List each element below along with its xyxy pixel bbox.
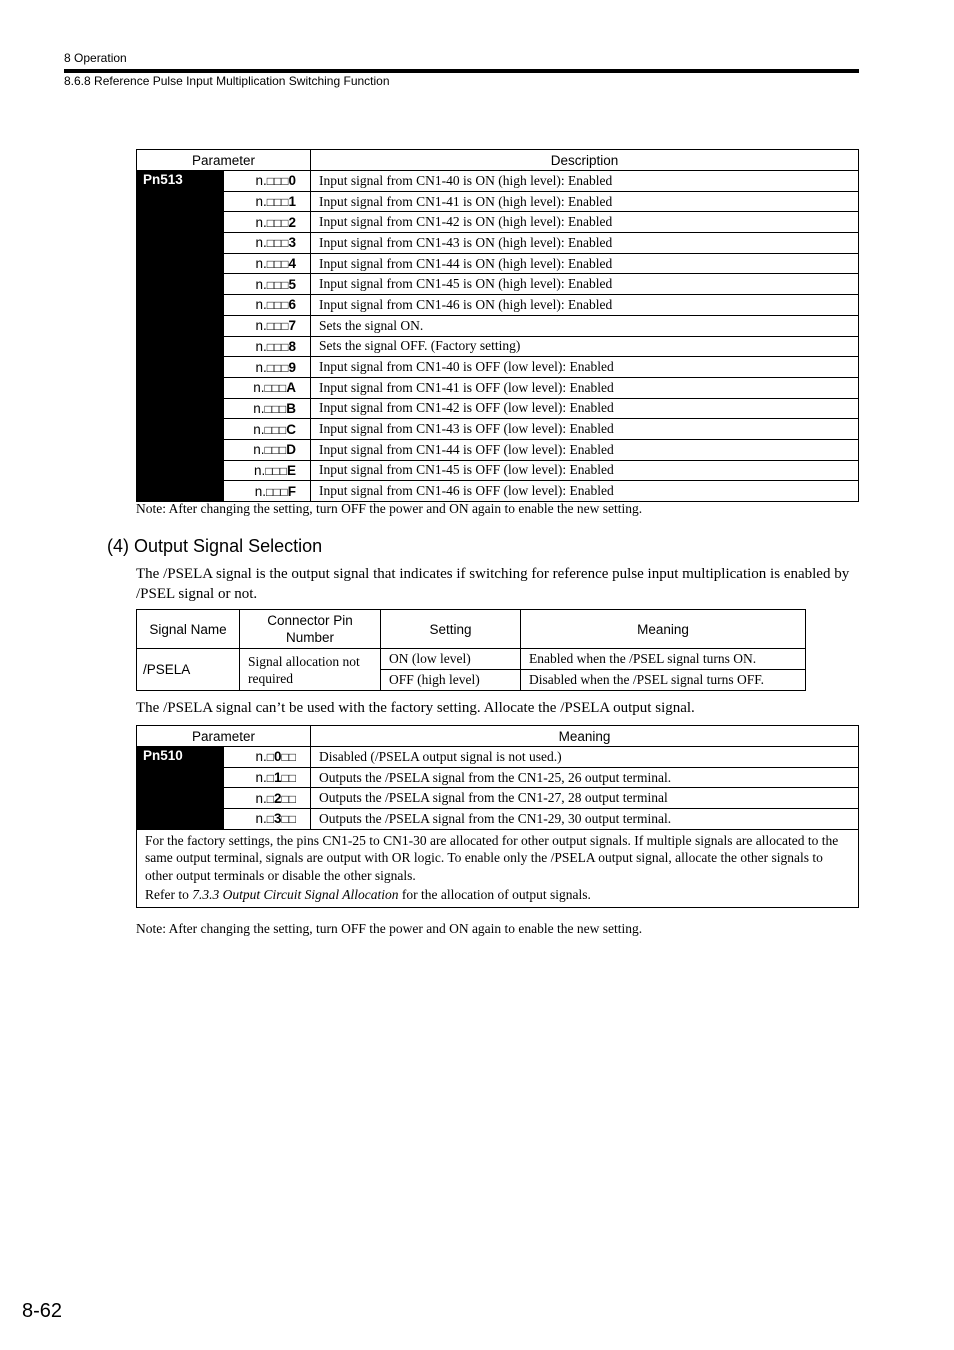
header-parameter: Parameter xyxy=(137,726,311,747)
header-setting: Setting xyxy=(381,610,521,649)
table-row xyxy=(137,439,859,460)
meaning-cell: Outputs the /PSELA signal from the CN1-25, 26 output terminal. xyxy=(311,767,859,788)
description-cell: Input signal from CN1-44 is OFF (low level): Enabled xyxy=(311,439,859,460)
setting-code: n.□□□6 xyxy=(224,295,311,316)
description-cell: Input signal from CN1-40 is OFF (low level): Enabled xyxy=(311,357,859,378)
setting-code: n.□□□A xyxy=(224,377,311,398)
signal-table xyxy=(136,609,806,691)
parameter-cell: Pn510 xyxy=(137,747,224,830)
parameter-cell: Pn513 xyxy=(137,171,224,502)
setting-code: n.□1□□ xyxy=(224,767,311,788)
setting-code: n.□□□4 xyxy=(224,253,311,274)
table-row xyxy=(137,460,859,481)
setting-code: n.□□□5 xyxy=(224,274,311,295)
section-reference-link[interactable]: 7.3.3 Output Circuit Signal Allocation xyxy=(192,887,399,903)
table-row xyxy=(137,788,859,809)
table-row xyxy=(137,767,859,788)
allocation-note xyxy=(137,829,859,907)
description-cell: Input signal from CN1-42 is OFF (low level): Enabled xyxy=(311,398,859,419)
header-parameter: Parameter xyxy=(137,150,311,171)
meaning-cell: Outputs the /PSELA signal from the CN1-27, 28 output terminal xyxy=(311,788,859,809)
description-cell: Input signal from CN1-43 is ON (high level): Enabled xyxy=(311,233,859,254)
setting-code: n.□□□C xyxy=(224,419,311,440)
pn510-table xyxy=(136,725,859,908)
table-row xyxy=(137,357,859,378)
pin-cell: Signal allocation not required xyxy=(240,649,381,691)
table-row xyxy=(137,233,859,254)
description-cell: Input signal from CN1-44 is ON (high level): Enabled xyxy=(311,253,859,274)
header-section: 8 Operation xyxy=(64,51,127,65)
setting-code: n.□0□□ xyxy=(224,747,311,768)
setting-code: n.□□□3 xyxy=(224,233,311,254)
setting-code: n.□□□F xyxy=(224,481,311,502)
table-row xyxy=(137,171,859,192)
table-row xyxy=(137,315,859,336)
setting-code: n.□□□E xyxy=(224,460,311,481)
header-meaning: Meaning xyxy=(311,726,859,747)
table-row xyxy=(137,377,859,398)
description-cell: Input signal from CN1-46 is OFF (low level): Enabled xyxy=(311,481,859,502)
setting-code: n.□□□9 xyxy=(224,357,311,378)
section-title: (4) Output Signal Selection xyxy=(107,536,323,556)
header-description: Description xyxy=(311,150,859,171)
header-subsection: 8.6.8 Reference Pulse Input Multiplication Switching Function xyxy=(64,74,390,88)
table-row xyxy=(137,809,859,830)
paragraph-2: The /PSELA signal can’t be used with the factory setting. Allocate the /PSELA output signal. xyxy=(136,700,695,716)
setting-code: n.□2□□ xyxy=(224,788,311,809)
table-row xyxy=(137,398,859,419)
setting-code: n.□□□1 xyxy=(224,191,311,212)
setting-code: n.□□□7 xyxy=(224,315,311,336)
signal-name-cell: /PSELA xyxy=(137,649,240,691)
table-row xyxy=(137,481,859,502)
setting-code: n.□□□2 xyxy=(224,212,311,233)
table-row xyxy=(137,747,859,768)
page-number: 8-62 xyxy=(22,1300,63,1322)
description-cell: Sets the signal OFF. (Factory setting) xyxy=(311,336,859,357)
meaning-cell: Disabled when the /PSEL signal turns OFF. xyxy=(521,670,806,691)
description-cell: Input signal from CN1-40 is ON (high level): Enabled xyxy=(311,171,859,192)
setting-code: n.□□□8 xyxy=(224,336,311,357)
table-row xyxy=(137,295,859,316)
meaning-cell: Outputs the /PSELA signal from the CN1-29, 30 output terminal. xyxy=(311,809,859,830)
allocation-note-text: For the factory settings, the pins CN1-25 to CN1-30 are allocated for other output signals. If multiple signals are allocated to the same output terminal, signals are output with OR logic. To enable only the /PSELA output signal, allocate the other signals to other output terminals or disable the other signals. xyxy=(145,832,839,883)
table-row xyxy=(137,419,859,440)
description-cell: Input signal from CN1-41 is ON (high level): Enabled xyxy=(311,191,859,212)
description-cell: Input signal from CN1-42 is ON (high level): Enabled xyxy=(311,212,859,233)
note-2: Note: After changing the setting, turn OFF the power and ON again to enable the new setting. xyxy=(136,921,643,936)
setting-code: n.□□□D xyxy=(224,439,311,460)
description-cell: Input signal from CN1-43 is OFF (low level): Enabled xyxy=(311,419,859,440)
table-row xyxy=(137,212,859,233)
table-row xyxy=(137,253,859,274)
setting-code: n.□3□□ xyxy=(224,809,311,830)
note-1: Note: After changing the setting, turn OFF the power and ON again to enable the new setting. xyxy=(136,501,643,516)
section-paragraph: The /PSELA signal is the output signal that indicates if switching for reference pulse input multiplication is enabled by /PSEL signal or not. xyxy=(136,566,850,602)
header-meaning: Meaning xyxy=(521,610,806,649)
description-cell: Sets the signal ON. xyxy=(311,315,859,336)
table-row xyxy=(137,274,859,295)
table-row xyxy=(137,191,859,212)
header-signal-name: Signal Name xyxy=(137,610,240,649)
description-cell: Input signal from CN1-46 is ON (high level): Enabled xyxy=(311,295,859,316)
description-cell: Input signal from CN1-45 is OFF (low level): Enabled xyxy=(311,460,859,481)
setting-code: n.□□□0 xyxy=(224,171,311,192)
setting-code: n.□□□B xyxy=(224,398,311,419)
header-connector-pin: Connector Pin Number xyxy=(240,610,381,649)
refer-line: Refer to 7.3.3 Output Circuit Signal Allocation for the allocation of output signals. xyxy=(145,887,591,903)
meaning-cell: Disabled (/PSELA output signal is not used.) xyxy=(311,747,859,768)
setting-cell: ON (low level) xyxy=(381,649,521,670)
meaning-cell: Enabled when the /PSEL signal turns ON. xyxy=(521,649,806,670)
header-rule xyxy=(64,69,859,73)
table-row xyxy=(137,336,859,357)
setting-cell: OFF (high level) xyxy=(381,670,521,691)
description-cell: Input signal from CN1-41 is OFF (low level): Enabled xyxy=(311,377,859,398)
description-cell: Input signal from CN1-45 is ON (high level): Enabled xyxy=(311,274,859,295)
pn513-table xyxy=(136,149,859,502)
